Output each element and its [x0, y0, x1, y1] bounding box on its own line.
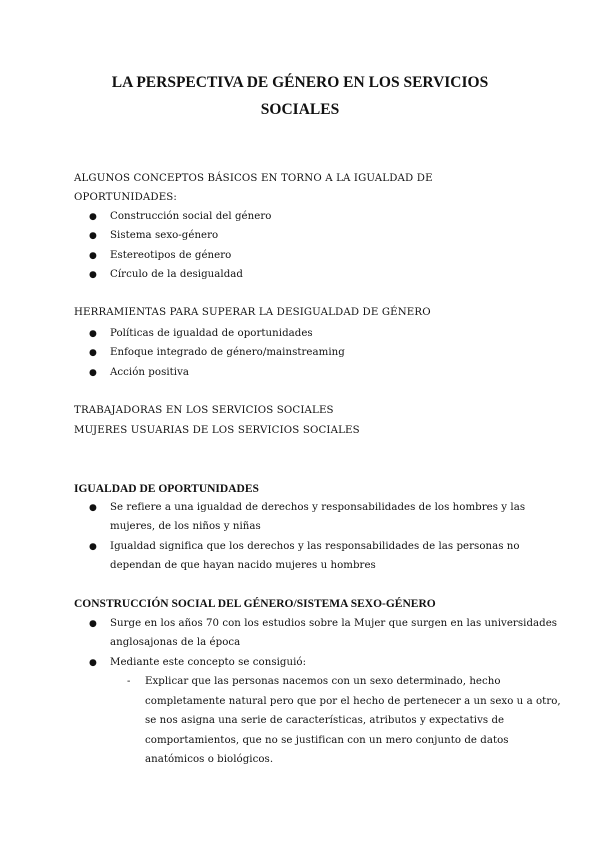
section1-heading-line-2: OPORTUNIDADES: [74, 192, 178, 203]
section5-heading: CONSTRUCCIÓN SOCIAL DEL GÉNERO/SISTEMA SEXO-GÉNERO [74, 598, 436, 610]
bullet-icon: ● [89, 212, 97, 222]
sub-list-item-continuation: comportamientos, que no se justifican con un mero conjunto de datos [145, 735, 509, 746]
dash-icon: - [127, 676, 131, 687]
sub-list-item-continuation: completamente natural pero que por el hecho de pertenecer a un sexo u a otro, [145, 696, 561, 707]
list-item-continuation: dependan de que hayan nacido mujeres u hombres [110, 560, 376, 571]
section2-heading: HERRAMIENTAS PARA SUPERAR LA DESIGUALDAD DE GÉNERO [74, 307, 431, 318]
document-title-line-1: LA PERSPECTIVA DE GÉNERO EN LOS SERVICIOS [111, 74, 489, 91]
list-item: Mediante este concepto se consiguió: [110, 657, 307, 668]
list-item: Enfoque integrado de género/mainstreaming [110, 347, 345, 358]
section3-line-1: TRABAJADORAS EN LOS SERVICIOS SOCIALES [74, 405, 334, 416]
bullet-icon: ● [89, 231, 97, 241]
list-item: Círculo de la desigualdad [110, 269, 243, 280]
bullet-icon: ● [89, 503, 97, 513]
list-item: Igualdad significa que los derechos y las responsabilidades de las personas no [110, 541, 520, 552]
bullet-icon: ● [89, 329, 97, 339]
list-item: Acción positiva [110, 367, 190, 378]
bullet-icon: ● [89, 348, 97, 358]
sub-list-item: Explicar que las personas nacemos con un sexo determinado, hecho [145, 676, 501, 687]
section4-heading: IGUALDAD DE OPORTUNIDADES [74, 483, 259, 495]
section3-line-2: MUJERES USUARIAS DE LOS SERVICIOS SOCIALES [74, 425, 360, 436]
list-item-continuation: anglosajonas de la época [110, 637, 241, 648]
list-item: Sistema sexo-género [110, 230, 219, 241]
section1-heading-line-1: ALGUNOS CONCEPTOS BÁSICOS EN TORNO A LA IGUALDAD DE [74, 173, 433, 184]
document-title-line-2: SOCIALES [260, 101, 340, 118]
bullet-icon: ● [89, 251, 97, 261]
bullet-icon: ● [89, 542, 97, 552]
list-item: Políticas de igualdad de oportunidades [110, 328, 313, 339]
list-item: Se refiere a una igualdad de derechos y responsabilidades de los hombres y las [110, 502, 526, 513]
bullet-icon: ● [89, 619, 97, 629]
list-item: Estereotipos de género [110, 250, 232, 261]
bullet-icon: ● [89, 368, 97, 378]
bullet-icon: ● [89, 270, 97, 280]
list-item-continuation: mujeres, de los niños y niñas [110, 521, 261, 532]
list-item: Construcción social del género [110, 211, 272, 222]
bullet-icon: ● [89, 658, 97, 668]
sub-list-item-continuation: anatómicos o biológicos. [145, 754, 274, 765]
sub-list-item-continuation: se nos asigna una serie de características, atributos y expectativs de [145, 715, 505, 726]
list-item: Surge en los años 70 con los estudios sobre la Mujer que surgen en las universidades [110, 618, 558, 629]
